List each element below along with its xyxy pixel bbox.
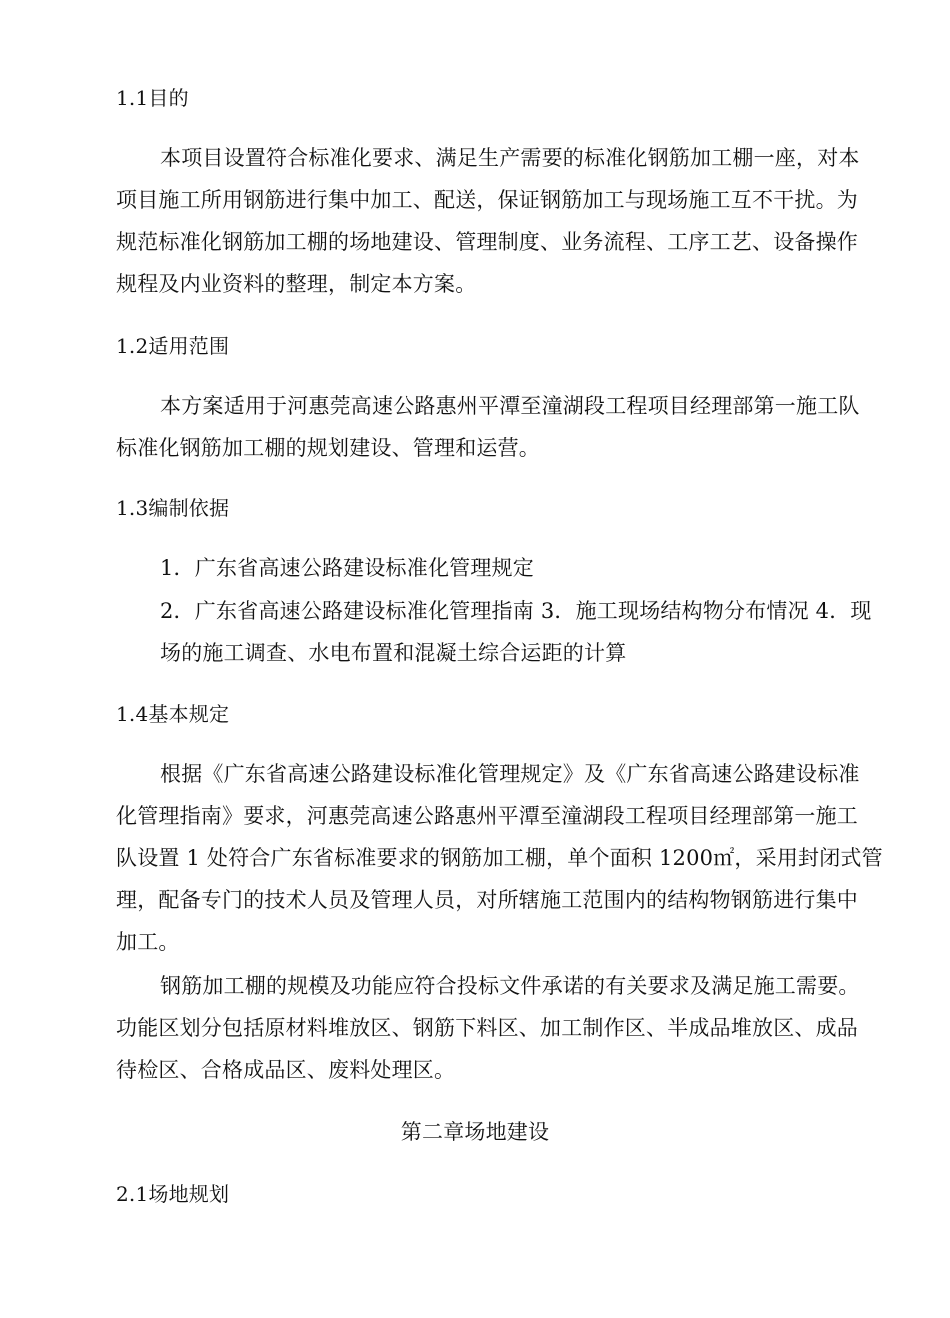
paragraph-line: 规程及内业资料的整理，制定本方案。 [116,272,477,296]
paragraph-line: 功能区划分包括原材料堆放区、钢筋下料区、加工制作区、半成品堆放区、成品 [116,1016,858,1040]
paragraph-line: 加工。 [116,930,180,954]
section-heading-2-1: 2.1场地规划 [116,1182,230,1206]
section-heading-1-2: 1.2适用范围 [116,334,230,358]
paragraph-line: 理，配备专门的技术人员及管理人员，对所辖施工范围内的结构物钢筋进行集中 [116,888,858,912]
paragraph-line: 规范标准化钢筋加工棚的场地建设、管理制度、业务流程、工序工艺、设备操作 [116,230,858,254]
paragraph-line: 钢筋加工棚的规模及功能应符合投标文件承诺的有关要求及满足施工需要。 [160,974,860,998]
section-heading-1-1: 1.1目的 [116,86,189,110]
section-heading-1-4: 1.4基本规定 [116,702,230,726]
section-heading-1-3: 1.3编制依据 [116,496,230,520]
list-item: 1．广东省高速公路建设标准化管理规定 [160,556,534,580]
chapter-title: 第二章场地建设 [400,1120,550,1144]
paragraph-line: 化管理指南》要求，河惠莞高速公路惠州平潭至潼湖段工程项目经理部第一施工 [116,804,858,828]
paragraph-line: 待检区、合格成品区、废料处理区。 [116,1058,456,1082]
paragraph-line: 队设置 1 处符合广东省标准要求的钢筋加工棚，单个面积 1200㎡，采用封闭式管 [116,846,883,870]
paragraph-line: 本项目设置符合标准化要求、满足生产需要的标准化钢筋加工棚一座，对本 [160,146,860,170]
paragraph-line: 项目施工所用钢筋进行集中加工、配送，保证钢筋加工与现场施工互不干扰。为 [116,188,858,212]
paragraph-line: 本方案适用于河惠莞高速公路惠州平潭至潼湖段工程项目经理部第一施工队 [160,394,860,418]
list-item-continuation: 场的施工调查、水电布置和混凝土综合运距的计算 [160,641,627,665]
list-item: 2．广东省高速公路建设标准化管理指南 3．施工现场结构物分布情况 4．现 [160,599,872,623]
paragraph-line: 标准化钢筋加工棚的规划建设、管理和运营。 [116,436,540,460]
paragraph-line: 根据《广东省高速公路建设标准化管理规定》及《广东省高速公路建设标准 [160,762,860,786]
